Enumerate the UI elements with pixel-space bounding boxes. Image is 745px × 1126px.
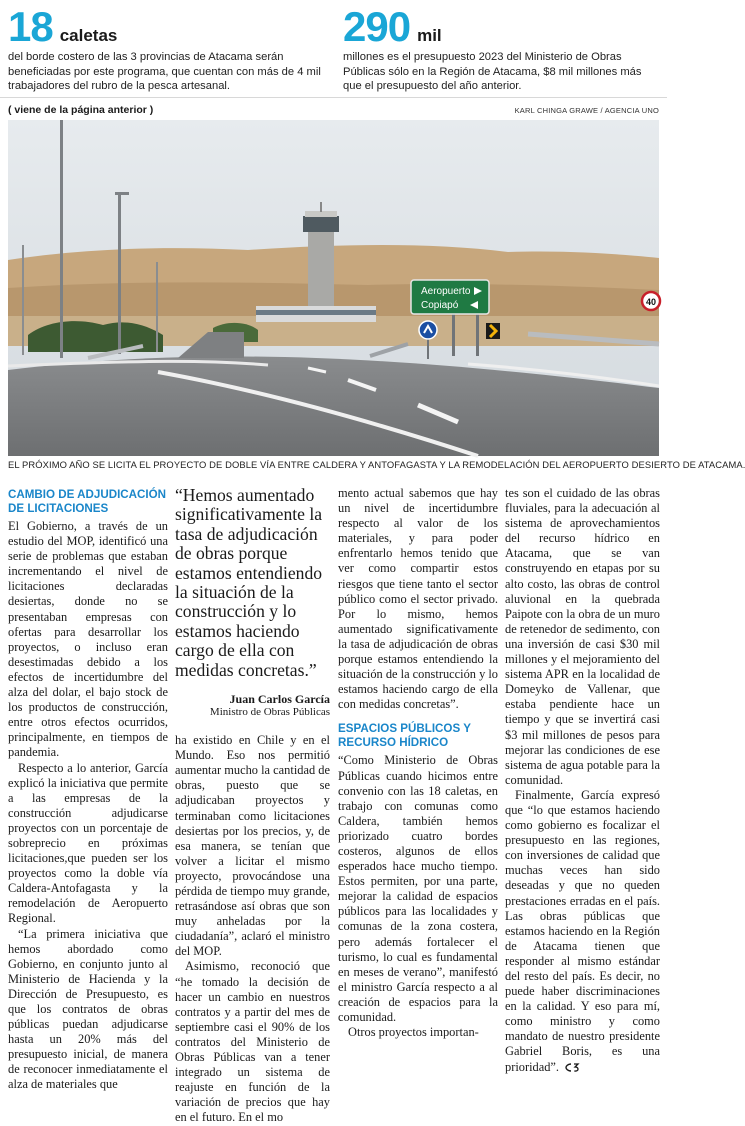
stat-caletas	[8, 3, 326, 94]
divider	[0, 97, 667, 98]
article-column-2	[175, 486, 330, 1126]
end-mark-icon	[565, 1063, 579, 1072]
paragraph: El Gobierno, a través de un estudio del MOP, identificó una serie de problemas que estaban incrementando el nivel de licitaciones declaradas desiertas, donde no se presentaban empresas con ofertas para desarrollar los proyectos, o incluso eran desestimadas debido a los efectos de incertidumbre del alza del dolar, el bajo stock de los productos de construcción, entre otros efectos ocurridos, principalmente, en tiempos de pandemia.	[8, 519, 168, 760]
stat-unit: mil	[417, 26, 442, 45]
article-column-3	[338, 486, 498, 1040]
photo-meta	[0, 104, 667, 118]
article-column-1	[8, 486, 168, 1093]
photo-credit: KARL CHINGA GRAWE / AGENCIA UNO	[514, 106, 659, 115]
photo-caption: EL PRÓXIMO AÑO SE LICITA EL PROYECTO DE DOBLE VÍA ENTRE CALDERA Y ANTOFAGASTA Y LA REMODELACIÓN DEL AEROPUERTO DESIERTO DE ATACAMA.	[8, 459, 745, 470]
stat-number: 18	[8, 3, 53, 50]
continued-note: ( viene de la página anterior )	[8, 104, 154, 116]
subhead-espacios: ESPACIOS PÚBLICOS Y RECURSO HÍDRICO	[338, 722, 471, 750]
pull-quote: “Hemos aumentado significativamente la tasa de adjudicación de obras porque estamos entendiendo la situación de la construcción y lo estamos haciendo cargo de ella con medidas concretas.”	[175, 485, 323, 680]
sign-aeropuerto: Aeropuerto	[421, 286, 471, 297]
paragraph: Asimismo, reconoció que “he tomado la decisión de hacer un cambio en nuestros contratos y a partir del mes de septiembre casi el 90% de los contratos del Ministerio de Obras Públicas van a tener integrado un sistema de reajuste en función de la variación de precios que hay en el futuro. En el mo	[175, 959, 330, 1125]
stat-presupuesto	[343, 3, 661, 94]
paragraph: ha existido en Chile y en el Mundo. Eso nos permitió aumentar mucho la cantidad de obras, puesto que se adjudicaban proyectos y terminaban como licitaciones desiertas por los precios, y, de esa manera, se tenían que volver a licitar el mismo proyecto, provocándose una pérdida de tiempo muy grande, retrasándose así obras que son muy anheladas por la ciudadanía”, aclaró el ministro del MOP.	[175, 733, 330, 959]
paragraph: Respecto a lo anterior, García explicó la iniciativa que permite a las empresas de la construcción adjudicarse proyectos con un porcentaje de sobreprecio en próximas licitaciones,que pueden ser los proyectos como la doble vía Caldera-Antofagasta y la remodelación de Aeropuerto Regional.	[8, 760, 168, 926]
subhead-adjudicacion: CAMBIO DE ADJUDICACIÓN DE LICITACIONES	[8, 488, 167, 515]
stat-description: millones es el presupuesto 2023 del Ministerio de Obras Públicas sólo en la Región de Atacama, $8 mil millones más que el presupuesto del año anterior.	[343, 51, 642, 93]
sign-copiapo: Copiapó	[421, 300, 459, 311]
paragraph-text: Finalmente, García expresó que “lo que estamos haciendo como gobierno es focalizar el presupuesto en las regiones, con inversiones de calidad que muchas veces han sido deseadas y que no queden prestaciones erradas en el país. Las obras públicas que estamos haciendo en la Región de Atacama tienen que responder al mismo estándar del resto del país. Es decir, no puede haber discriminaciones en la calidad. Y eso para mí, como ministro y como mandato de nuestro presidente Gabriel Boris, es una prioridad”.	[505, 787, 660, 1074]
paragraph: “La primera iniciativa que hemos abordado como Gobierno, en conjunto junto al Ministerio de Hacienda y la Dirección de Presupuesto, es que los contratos de obras públicas puedan adjudicarse hasta un 20% más del presupuesto inicial, de manera de reconocer inmediatamente el alza de materiales que	[8, 926, 168, 1092]
paragraph: mento actual sabemos que hay un nivel de incertidumbre respecto al valor de los materiales, y para poder enfrentarlo hemos tenido que ver como compartir estos riesgos que tiene tanto el sector público como el sector privado. Por lo mismo, hemos aumentado significativamente la tasa de adjudicación de obras porque estamos entendiendo la situación de la construcción y lo estamos haciendo cargo de ella con medidas concretas”.	[338, 486, 499, 712]
airport-road-photo	[8, 120, 659, 456]
stat-number: 290	[343, 3, 411, 50]
article-column-4	[505, 486, 660, 1075]
stat-unit: caletas	[59, 26, 118, 45]
stats-band	[0, 0, 667, 98]
paragraph: Otros proyectos importan-	[348, 1025, 479, 1040]
paragraph: “Como Ministerio de Obras Públicas cuando hicimos entre convenio con las 18 caletas, en trabajo con comunas como Caldera, también hemos priorizado cuatro bordes costeros, algunos de ellos esperados hace mucho tiempo. Estos permiten, por una parte, mejorar la calidad de espacios públicos para las localidades y comunas de la zona costera, pero además fortalecer el turismo, lo cual es fundamental en meses de verano”, manifestó el ministro García respecto a al creación de espacios para la comunidad.	[338, 753, 498, 1024]
paragraph-final	[505, 788, 660, 1075]
stat-description: del borde costero de las 3 provincias de Atacama serán beneficiadas por este programa, que cuentan con más de 4 mil trabajadores del rubro de la pesca artesanal.	[8, 51, 321, 93]
speed-sign: 40	[646, 297, 657, 307]
quote-role: Ministro de Obras Públicas	[209, 706, 330, 719]
paragraph: tes son el cuidado de las obras fluviales, para la adecuación al sistema de aprovechamientos del recurso hídrico en Atacama, que se van construyendo en etapas por su alto costo, las obras de control aluvional en la quebrada Paipote con la obra de un muro de retenedor de sedimento, con una inversión de casi $30 mil millones y el mejoramiento del sistema APR en la localidad de Domeyko de Vallenar, que estaba pendiente hace un tiempo y que se invertirá casi $3 mil millones de pesos para mejorar las condiciones de ese sistema de agua potable para la comunidad.	[505, 486, 660, 787]
quote-author: Juan Carlos García	[229, 692, 330, 707]
